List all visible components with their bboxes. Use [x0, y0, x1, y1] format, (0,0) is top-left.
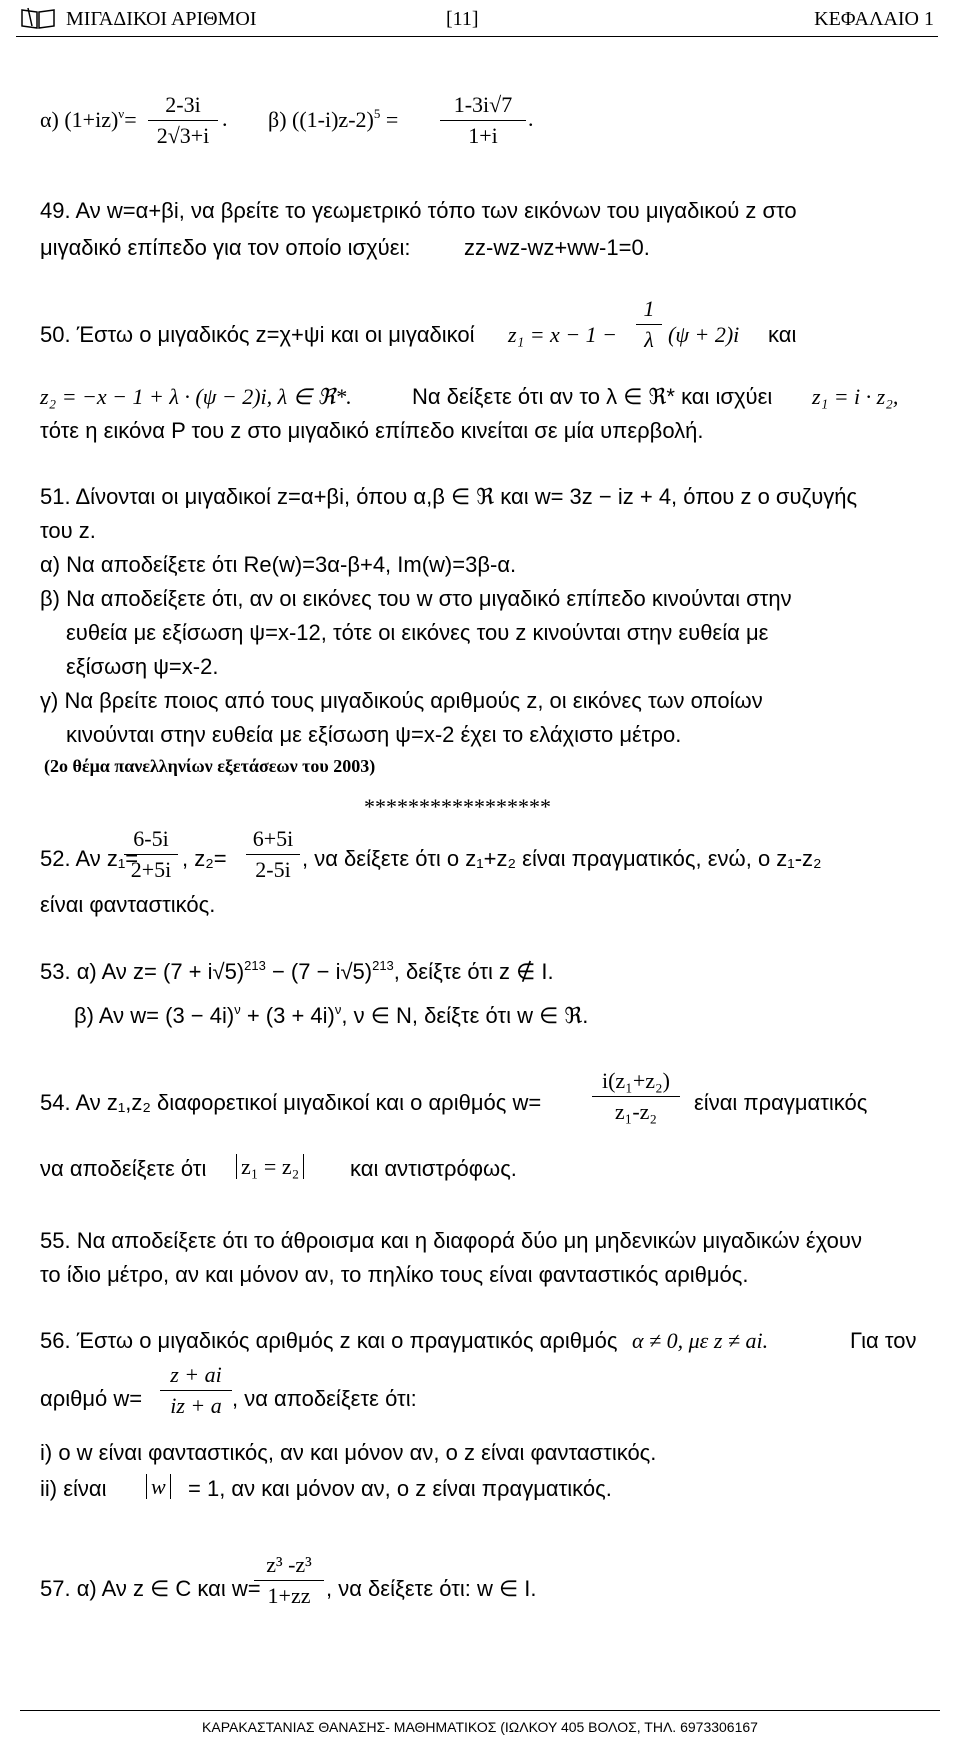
prev-b-fraction: $\frac{1-3i√7}{1+i}$	[440, 92, 526, 149]
ex54-start: 54. Αν z₁,z₂ διαφορετικοί μιγαδικοί και ο αριθμός w=	[40, 1090, 542, 1115]
ex51-part-b-line3: εξίσωση ψ=x-2.	[66, 654, 219, 679]
separator: *****************	[364, 794, 551, 819]
ex50-condition-equation: z₁ = i · z₂,	[812, 384, 899, 409]
ex55-line1: 55. Να αποδείξετε ότι το άθροισμα και η διαφορά δύο μη μηδενικών μιγαδικών έχουν	[40, 1228, 862, 1253]
ex50-fraction: $\frac{1}{\lambda}$	[636, 296, 662, 353]
header-page-number: [11]	[446, 8, 479, 30]
ex54-end: είναι πραγματικός	[694, 1090, 868, 1115]
ex49-line1: 49. Αν w=α+βi, να βρείτε το γεωμετρικό τόπο των εικόνων του μιγαδικού z στο	[40, 198, 797, 223]
ex50-condition-text: Να δείξετε ότι αν το λ ∈ ℜ* και ισχύει	[412, 384, 773, 409]
ex55-line2: το ίδιο μέτρο, αν και μόνον αν, το πηλίκο τους είναι φανταστικός αριθμός.	[40, 1262, 749, 1287]
page-footer: ΚΑΡΑΚΑΣΤΑΝΙΑΣ ΘΑΝΑΣΗΣ- ΜΑΘΗΜΑΤΙΚΟΣ (ΙΩΛΚΟΥ 405 ΒΟΛΟΣ, ΤΗΛ. 6973306167	[20, 1710, 940, 1735]
ex52-start: 52. Αν z₁=	[40, 846, 139, 871]
ex56-item-ii-abs: w	[146, 1474, 171, 1500]
ex54-fraction: $\frac{\text{i(z₁+z₂)}}{\text{z₁-z₂}}$	[592, 1068, 680, 1125]
ex56-item-ii-start: ii) είναι	[40, 1476, 107, 1501]
ex54-line2-start: να αποδείξετε ότι	[40, 1156, 207, 1181]
ex56-fraction: $\frac{z + ai}{iz + a}$	[160, 1362, 232, 1419]
ex51-part-b-line2: ευθεία με εξίσωση ψ=x-12, τότε οι εικόνες του z κινούνται στην ευθεία με	[66, 620, 769, 645]
header-title: ΜΙΓΑΔΙΚΟΙ ΑΡΙΘΜΟΙ	[66, 8, 257, 30]
ex51-line1: 51. Δίνονται οι μιγαδικοί z=α+βi, όπου α,β ∈ ℜ και w= 3z − iz + 4, όπου z ο συζυγής	[40, 484, 858, 509]
ex50-z2-definition: z₂ = −x − 1 + λ · (ψ − 2)i, λ ∈ ℜ*.	[40, 384, 352, 409]
ex57-fraction: $\frac{\text{z³ -z³}}{1+zz}$	[254, 1552, 324, 1609]
ex56-line1-text: 56. Έστω ο μιγαδικός αριθμός z και ο πραγματικός αριθμός	[40, 1328, 618, 1353]
ex49-line2: μιγαδικό επίπεδο για τον οποίο ισχύει:	[40, 235, 411, 260]
ex56-line1-end: Για τον	[850, 1328, 917, 1353]
ex52-line2: είναι φανταστικός.	[40, 892, 216, 917]
prev-b-lhs: β) $((1-i)z-2)^5$ =	[268, 106, 399, 132]
ex57-start: 57. α) Αν z ∈ C και w=	[40, 1576, 261, 1601]
prev-a-fraction: $\frac{2-3i}{2√3+i}$	[148, 92, 218, 149]
prev-a-end: .	[222, 106, 228, 131]
ex49-equation: zz-wz-wz+ww-1=0.	[464, 235, 650, 260]
ex51-source: (2ο θέμα πανελληνίων εξετάσεων του 2003)	[44, 756, 376, 776]
header-chapter: ΚΕΦΑΛΑΙΟ 1	[814, 8, 934, 30]
ex56-line2-end: , να αποδείξετε ότι:	[232, 1386, 417, 1411]
ex56-item-i: i) ο w είναι φανταστικός, αν και μόνον αν, ο z είναι φανταστικός.	[40, 1440, 657, 1465]
ex52-fraction1: $\frac{6-5i}{2+5i}$	[124, 826, 178, 883]
ex50-kai: και	[768, 322, 797, 347]
ex56-item-ii-end: = 1, αν και μόνον αν, ο z είναι πραγματικός.	[188, 1476, 612, 1501]
ex51-line2: του z.	[40, 518, 96, 543]
ex50-z1-lhs: z₁ = x − 1 −	[508, 322, 618, 347]
ex52-fraction2: $\frac{6+5i}{2-5i}$	[246, 826, 300, 883]
ex56-line2-start: αριθμό w=	[40, 1386, 143, 1411]
ex51-part-b-line1: β) Να αποδείξετε ότι, αν οι εικόνες του w στο μιγαδικό επίπεδο κινούνται στην	[40, 586, 792, 611]
ex52-mid: , z₂=	[182, 846, 227, 871]
ex51-part-c-line2: κινούνται στην ευθεία με εξίσωση ψ=x-2 έχει το ελάχιστο μέτρο.	[66, 722, 682, 747]
ex57-end: , να δείξετε ότι: w ∈ I.	[326, 1576, 537, 1601]
ex54-line2-end: και αντιστρόφως.	[350, 1156, 517, 1181]
ex56-line1-math: α ≠ 0, με z ≠ ai.	[632, 1328, 769, 1353]
book-icon	[20, 6, 56, 36]
page-header	[16, 6, 938, 37]
ex54-abs-equation: z₁ = z₂	[236, 1154, 304, 1180]
prev-a-lhs: α) $(1+iz)^\nu=$	[40, 106, 137, 132]
prev-b-end: .	[528, 106, 534, 131]
ex51-part-a: α) Να αποδείξετε ότι Re(w)=3α-β+4, Im(w)=3β-α.	[40, 552, 517, 577]
ex53-part-b: β) Αν $w= (3 - 4i)^\nu + (3 + 4i)^\nu$, ν ∈ N, δείξτε ότι w ∈ ℜ.	[74, 1002, 589, 1028]
ex53-part-a: 53. α) Αν $z= (7 + i√5)^{213} - (7 - i√5)^{213}$, δείξτε ότι z ∉ I.	[40, 958, 554, 984]
ex51-part-c-line1: γ) Να βρείτε ποιος από τους μιγαδικούς αριθμούς z, οι εικόνες των οποίων	[40, 688, 763, 713]
ex50-line3: τότε η εικόνα P του z στο μιγαδικό επίπεδο κινείται σε μία υπερβολή.	[40, 418, 704, 443]
ex52-end: , να δείξετε ότι ο z₁+z₂ είναι πραγματικός, ενώ, ο z₁-z₂	[302, 846, 822, 871]
ex50-line1: 50. Έστω ο μιγαδικός z=χ+ψi και οι μιγαδικοί	[40, 322, 475, 347]
ex50-z1-rhs: (ψ + 2)i	[668, 322, 740, 347]
